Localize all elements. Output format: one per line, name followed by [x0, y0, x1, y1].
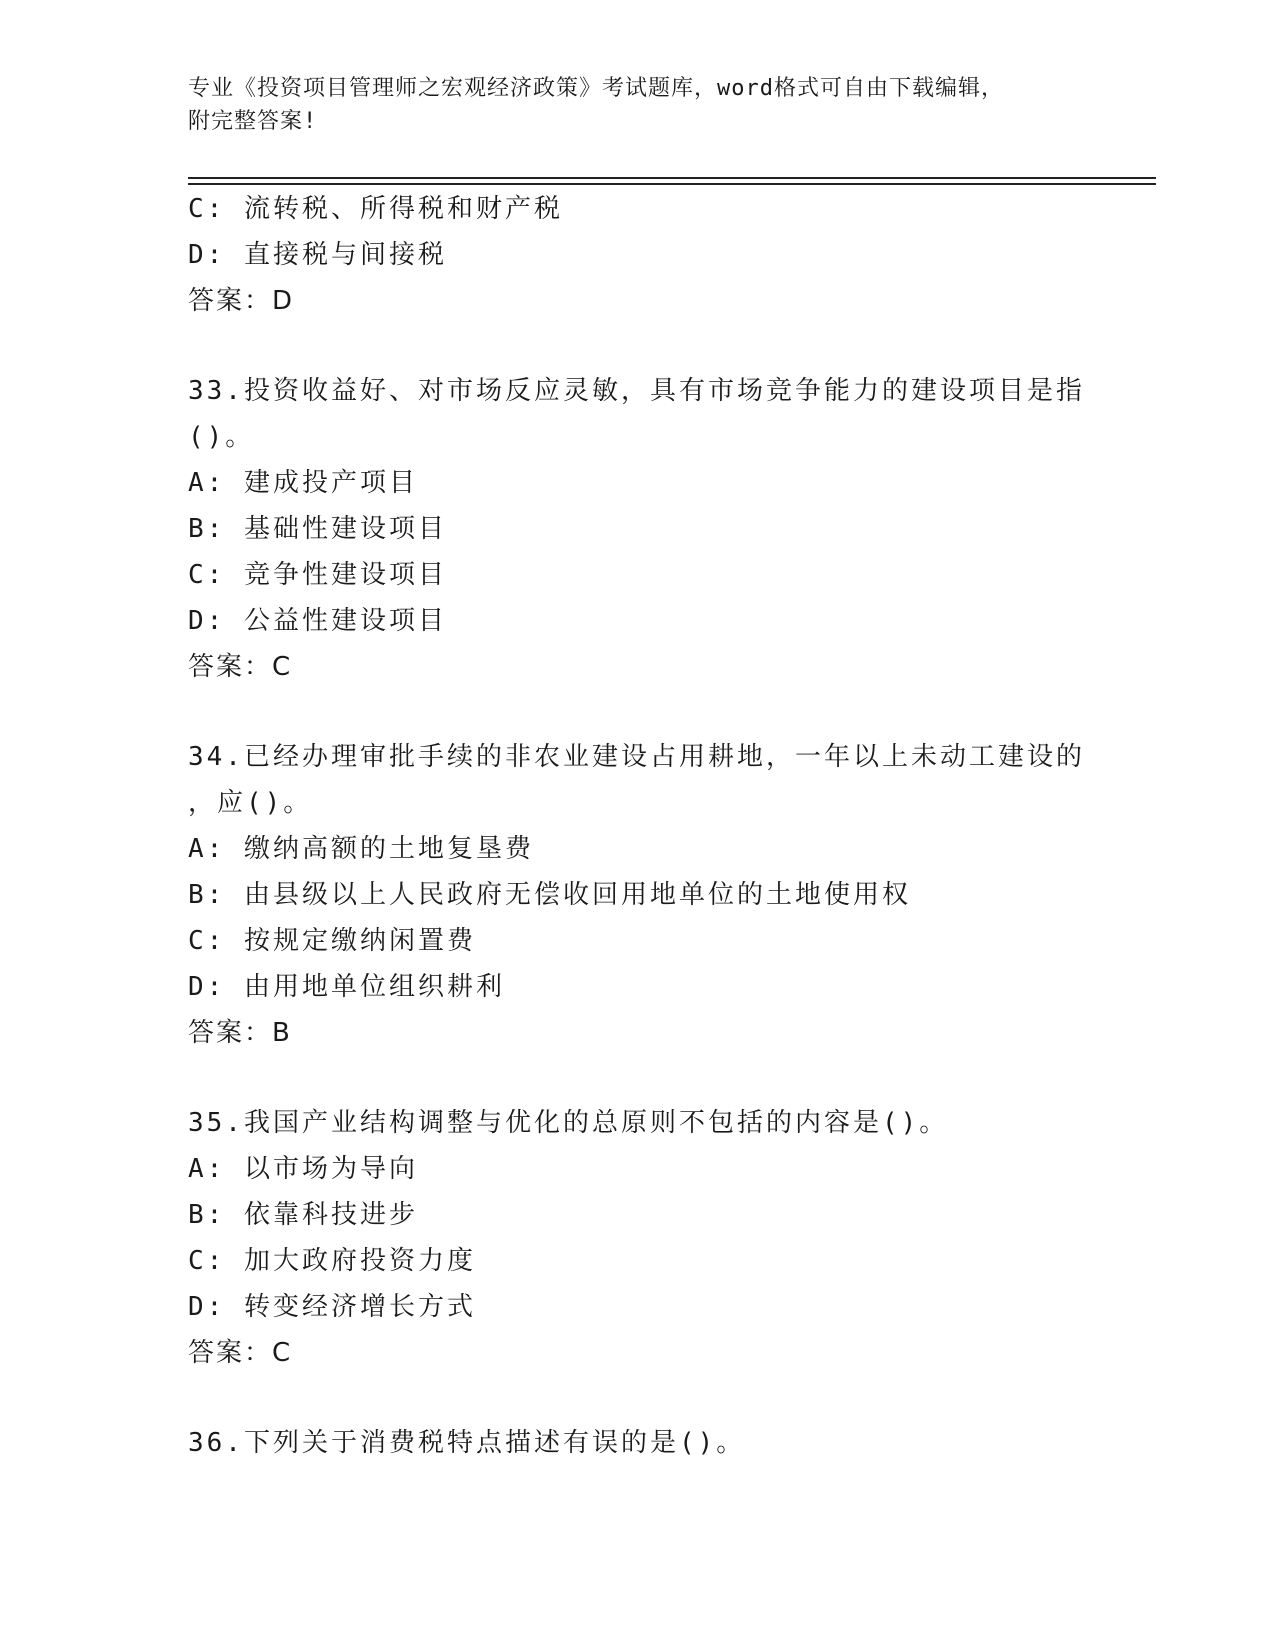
option-line: A: 缴纳高额的土地复垦费	[188, 834, 534, 864]
option-line: D: 转变经济增长方式	[188, 1292, 476, 1322]
header-rule-bottom	[188, 183, 1156, 185]
paragraph-gap	[188, 1376, 1088, 1420]
paragraph-gap	[188, 324, 1088, 368]
question-list	[188, 186, 1088, 1466]
answer-line: 答案：C	[188, 1338, 293, 1368]
option-line: D: 直接税与间接税	[188, 240, 447, 270]
question-line: 35.我国产业结构调整与优化的总原则不包括的内容是()。	[188, 1108, 949, 1138]
option-line: D: 由用地单位组织耕利	[188, 972, 505, 1002]
option-line: A: 建成投产项目	[188, 468, 418, 498]
answer-line: 答案：B	[188, 1018, 292, 1048]
option-line: C: 加大政府投资力度	[188, 1246, 476, 1276]
option-line: C: 流转税、所得税和财产税	[188, 194, 563, 224]
option-line: A: 以市场为导向	[188, 1154, 418, 1184]
question-line: 36.下列关于消费税特点描述有误的是()。	[188, 1428, 746, 1458]
option-line: D: 公益性建设项目	[188, 606, 447, 636]
option-line: B: 依靠科技进步	[188, 1200, 418, 1230]
paragraph-gap	[188, 1056, 1088, 1100]
header-line-1: 专业《投资项目管理师之宏观经济政策》考试题库，word格式可自由下载编辑，	[188, 76, 1004, 101]
answer-line: 答案：C	[188, 652, 293, 682]
question-line: 34.已经办理审批手续的非农业建设占用耕地，一年以上未动工建设的	[188, 742, 1085, 772]
question-line: ()。	[188, 422, 255, 452]
document-header	[188, 72, 1088, 138]
option-line: C: 竞争性建设项目	[188, 560, 447, 590]
option-line: B: 由县级以上人民政府无偿收回用地单位的土地使用权	[188, 880, 911, 910]
question-line: 33.投资收益好、对市场反应灵敏，具有市场竞争能力的建设项目是指	[188, 376, 1085, 406]
paragraph-gap	[188, 690, 1088, 734]
question-line: ，应()。	[188, 788, 313, 818]
header-rule-top	[188, 177, 1156, 179]
answer-line: 答案：D	[188, 286, 295, 316]
option-line: C: 按规定缴纳闲置费	[188, 926, 476, 956]
header-line-2: 附完整答案!	[188, 109, 318, 134]
option-line: B: 基础性建设项目	[188, 514, 447, 544]
